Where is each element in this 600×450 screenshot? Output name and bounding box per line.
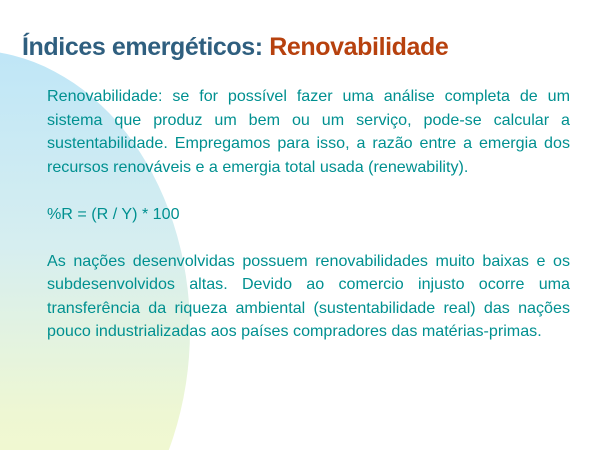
title-accent-text: Renovabilidade: [269, 33, 449, 61]
paragraph-renovabilidade-definition: Renovabilidade: se for possível fazer uma análise completa de um sistema que produz um bem ou um serviço, pode-se calcular a sustentabilidade. Empregamos para isso, a razão entre a emergia dos recursos renováveis e a emergia total usada (renewability).: [47, 87, 570, 176]
slide-title: [22, 33, 448, 62]
slide-body: [47, 85, 570, 344]
formula-text: %R = (R / Y) * 100: [47, 204, 180, 223]
paragraph-nations-comparison: As nações desenvolvidas possuem renovabilidades muito baixas e os subdesenvolvidos altas. Devido ao comercio injusto ocorre uma transferência da riqueza ambiental (sustentabilidade real) das nações pouco industrializadas aos países compradores das matérias-primas.: [47, 251, 570, 340]
title-main-text: Índices emergéticos:: [22, 33, 270, 61]
